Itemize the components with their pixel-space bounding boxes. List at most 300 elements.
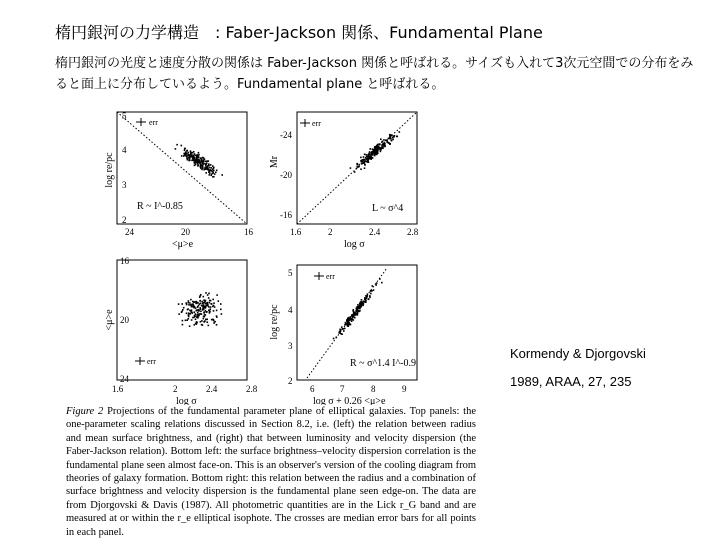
scatter-point	[202, 163, 204, 165]
xtick: 1.6	[290, 227, 302, 237]
scatter-point	[199, 300, 201, 302]
scatter-point	[362, 161, 364, 163]
scatter-point	[176, 144, 178, 146]
scatter-point	[197, 163, 199, 165]
scatter-point	[196, 309, 198, 311]
scatter-point	[200, 311, 202, 313]
scatter-point	[333, 338, 335, 340]
scatter-point	[200, 294, 202, 296]
scatter-point	[396, 136, 398, 138]
scatter-point	[198, 152, 200, 154]
scatter-point	[199, 303, 201, 305]
scatter-point	[184, 154, 186, 156]
scatter-point	[375, 154, 377, 156]
scatter-point	[192, 317, 194, 319]
scatter-point	[213, 168, 215, 170]
scatter-point	[359, 304, 361, 306]
scatter-point	[381, 141, 383, 143]
xtick: 24	[125, 227, 134, 237]
scatter-point	[181, 155, 183, 157]
scatter-point	[210, 164, 212, 166]
scatter-point	[189, 160, 191, 162]
scatter-point	[344, 328, 346, 330]
scatter-point	[361, 159, 363, 161]
legend-err: err	[312, 119, 321, 128]
scatter-point	[186, 304, 188, 306]
scatter-point	[374, 153, 376, 155]
x-axis-label: log σ	[344, 239, 365, 250]
caption-label: Figure 2	[66, 406, 104, 417]
scatter-point	[208, 172, 210, 174]
scatter-point	[372, 285, 374, 287]
scatter-point	[213, 305, 215, 307]
ytick: 20	[120, 315, 129, 325]
credit-reference: 1989, ARAA, 27, 235	[510, 374, 632, 389]
scatter-point	[203, 159, 205, 161]
scatter-point	[363, 301, 365, 303]
credit-authors: Kormendy & Djorgovski	[510, 346, 646, 361]
xtick: 20	[181, 227, 190, 237]
scatter-point	[208, 306, 210, 308]
scatter-point	[211, 167, 213, 169]
scatter-point	[204, 320, 206, 322]
scatter-point	[203, 305, 205, 307]
scatter-point	[185, 302, 187, 304]
scatter-point	[209, 170, 211, 172]
scatter-point	[192, 301, 194, 303]
scatter-point	[213, 302, 215, 304]
ytick: 3	[288, 341, 293, 351]
scatter-point	[197, 316, 199, 318]
scatter-point	[204, 163, 206, 165]
scatter-point	[199, 307, 201, 309]
scatter-point	[214, 306, 216, 308]
scatter-point	[210, 308, 212, 310]
xtick: 1.6	[112, 384, 124, 394]
scatter-point	[351, 320, 353, 322]
scatter-point	[357, 304, 359, 306]
scatter-point	[365, 300, 367, 302]
scatter-point	[188, 318, 190, 320]
scatter-point	[208, 165, 210, 167]
scatter-point	[191, 309, 193, 311]
xtick: 2.8	[246, 384, 258, 394]
scaling-annotation: R ~ σ^1.4 I^-0.9	[350, 358, 417, 369]
scatter-point	[392, 137, 394, 139]
scatter-point	[214, 173, 216, 175]
scatter-point	[207, 294, 209, 296]
scatter-point	[186, 157, 188, 159]
scatter-point	[205, 167, 207, 169]
scatter-point	[346, 320, 348, 322]
xtick: 2	[328, 227, 333, 237]
scatter-point	[182, 309, 184, 311]
scatter-point	[364, 164, 366, 166]
scatter-point	[188, 302, 190, 304]
scatter-point	[198, 154, 200, 156]
scatter-point	[343, 330, 345, 332]
ytick: 5	[288, 268, 293, 278]
scatter-point	[205, 165, 207, 167]
scatter-point	[383, 139, 385, 141]
scatter-point	[211, 319, 213, 321]
scatter-point	[369, 295, 371, 297]
scatter-point	[196, 302, 198, 304]
scatter-point	[213, 320, 215, 322]
scatter-point	[198, 160, 200, 162]
scatter-point	[353, 309, 355, 311]
scatter-point	[204, 316, 206, 318]
figure-caption	[66, 405, 476, 539]
scatter-point	[372, 148, 374, 150]
scatter-point	[205, 168, 207, 170]
scatter-point	[205, 319, 207, 321]
scatter-point	[216, 170, 218, 172]
scatter-point	[212, 176, 214, 178]
scatter-point	[207, 168, 209, 170]
x-axis-label: log σ	[176, 396, 197, 405]
scatter-point	[350, 324, 352, 326]
scatter-point	[204, 314, 206, 316]
scatter-point	[365, 301, 367, 303]
ytick: -20	[280, 170, 292, 180]
scatter-point	[350, 167, 352, 169]
ytick: -16	[280, 210, 292, 220]
scatter-point	[201, 159, 203, 161]
scatter-point	[194, 324, 196, 326]
xtick: 2.4	[369, 227, 381, 237]
scatter-point	[373, 289, 375, 291]
scatter-point	[200, 164, 202, 166]
scatter-point	[181, 303, 183, 305]
scatter-point	[360, 168, 362, 170]
scatter-point	[389, 134, 391, 136]
panel-top-right	[269, 112, 419, 250]
scatter-point	[181, 145, 183, 147]
scatter-point	[216, 294, 218, 296]
xtick: 9	[402, 384, 407, 394]
scatter-point	[201, 305, 203, 307]
scatter-point	[220, 309, 222, 311]
scatter-point	[184, 150, 186, 152]
error-cross-markers	[135, 118, 324, 365]
scatter-point	[209, 167, 211, 169]
scatter-point	[367, 157, 369, 159]
scatter-point	[203, 318, 205, 320]
y-axis-label: log re/pc	[104, 152, 115, 188]
scatter-point	[196, 314, 198, 316]
xtick: 2.4	[206, 384, 218, 394]
scatter-point	[212, 299, 214, 301]
scatter-point	[216, 315, 218, 317]
scatter-point	[198, 305, 200, 307]
xtick: 2.8	[407, 227, 419, 237]
scatter-point	[203, 308, 205, 310]
scatter-point	[184, 148, 186, 150]
scatter-point	[355, 314, 357, 316]
scatter-point	[361, 299, 363, 301]
scatter-point	[380, 149, 382, 151]
scatter-point	[201, 301, 203, 303]
scatter-point	[352, 319, 354, 321]
scatter-point	[393, 136, 395, 138]
scatter-point	[216, 310, 218, 312]
ytick: -24	[280, 130, 292, 140]
data-points	[178, 292, 222, 327]
xtick: 7	[340, 384, 345, 394]
xtick: 2	[173, 384, 178, 394]
scatter-point	[205, 303, 207, 305]
scatter-point	[190, 150, 192, 152]
scatter-point	[189, 310, 191, 312]
scatter-point	[205, 172, 207, 174]
scatter-point	[193, 155, 195, 157]
scatter-point	[206, 163, 208, 165]
scaling-annotation: R ~ I^-0.85	[137, 201, 183, 212]
scatter-point	[216, 324, 218, 326]
scatter-point	[384, 145, 386, 147]
xtick: 16	[244, 227, 253, 237]
scatter-point	[199, 296, 201, 298]
scatter-point	[208, 160, 210, 162]
scatter-point	[186, 155, 188, 157]
scatter-point	[220, 303, 222, 305]
scatter-point	[203, 296, 205, 298]
scatter-point	[208, 297, 210, 299]
scatter-point	[399, 131, 401, 133]
scatter-point	[195, 313, 197, 315]
ytick: 2	[288, 376, 293, 386]
scatter-point	[201, 320, 203, 322]
scatter-point	[380, 138, 382, 140]
scatter-point	[364, 167, 366, 169]
scatter-point	[391, 140, 393, 142]
scatter-point	[182, 320, 184, 322]
scatter-point	[207, 321, 209, 323]
scatter-point	[371, 157, 373, 159]
scatter-point	[364, 154, 366, 156]
scatter-point	[188, 316, 190, 318]
scatter-point	[210, 303, 212, 305]
scatter-point	[206, 311, 208, 313]
scatter-point	[197, 162, 199, 164]
scaling-annotation: L ~ σ^4	[372, 203, 404, 214]
scatter-point	[187, 308, 189, 310]
scatter-point	[367, 154, 369, 156]
scatter-point	[357, 312, 359, 314]
scatter-point	[221, 313, 223, 315]
scatter-point	[186, 319, 188, 321]
ytick: 24	[120, 374, 129, 384]
scatter-point	[206, 319, 208, 321]
scatter-point	[194, 311, 196, 313]
scatter-point	[208, 325, 210, 327]
scatter-point	[186, 313, 188, 315]
scatter-point	[382, 147, 384, 149]
scatter-point	[203, 312, 205, 314]
scatter-point	[368, 159, 370, 161]
scatter-point	[354, 317, 356, 319]
scatter-point	[341, 326, 343, 328]
scatter-point	[194, 165, 196, 167]
scatter-point	[190, 299, 192, 301]
slide-description: 楕円銀河の光度と速度分散の関係は Faber-Jackson 関係と呼ばれる。サイズも入れて3次元空間での分布をみると面上に分布しているよう。Fundamental plane と呼ばれる。	[55, 56, 694, 92]
scatter-point	[181, 311, 183, 313]
scatter-point	[202, 324, 204, 326]
scatter-point	[208, 293, 210, 295]
scatter-point	[175, 148, 177, 150]
legend-err: err	[326, 272, 335, 281]
scatter-point	[209, 302, 211, 304]
scatter-point	[210, 175, 212, 177]
scatter-figure	[60, 100, 440, 405]
scatter-point	[392, 139, 394, 141]
scatter-point	[188, 314, 190, 316]
scatter-point	[189, 157, 191, 159]
scatter-point	[339, 329, 341, 331]
scatter-point	[376, 152, 378, 154]
scatter-point	[194, 315, 196, 317]
scatter-point	[363, 156, 365, 158]
x-axis-label: <μ>e	[172, 239, 194, 250]
scatter-point	[360, 157, 362, 159]
scatter-point	[193, 307, 195, 309]
scatter-point	[187, 154, 189, 156]
scatter-point	[197, 312, 199, 314]
scatter-point	[200, 161, 202, 163]
scatter-point	[190, 311, 192, 313]
scatter-point	[196, 322, 198, 324]
scatter-point	[210, 300, 212, 302]
scatter-point	[369, 151, 371, 153]
caption-text: Projections of the fundamental parameter plane of elliptical galaxies. Top panels: the one-parameter scaling relations discussed in Section 8.2, i.e. (left) the relation between radius and mean surface brightness, and (right) that between luminosity and velocity dispersion (the Faber-Jackson relation). Bottom left: the surface brightness–velocity dispersion correlation is the fundamental plane seen almost face-on. This is an observer's version of the cooling diagram from theories of galaxy formation. Bottom right: this relation between the radius and a combination of surface brightness and velocity dispersion is the fundamental plane seen edge-on. The data are from Djorgovski & Davis (1987). All photometric quantities are in the Lick r_G band and are measured at or within the r_e elliptical isophote. The crosses are median error bars for all points in each panel.	[66, 406, 476, 538]
data-points	[333, 278, 383, 339]
ytick: 3	[122, 180, 127, 190]
legend-err: err	[149, 118, 158, 127]
scatter-point	[209, 311, 211, 313]
scatter-point	[185, 320, 187, 322]
scatter-point	[197, 156, 199, 158]
scatter-point	[202, 167, 204, 169]
scatter-point	[195, 318, 197, 320]
scatter-point	[182, 324, 184, 326]
scatter-point	[209, 174, 211, 176]
scatter-point	[377, 146, 379, 148]
scatter-point	[192, 159, 194, 161]
scatter-point	[193, 151, 195, 153]
scatter-point	[201, 313, 203, 315]
scatter-point	[210, 306, 212, 308]
scatter-point	[198, 313, 200, 315]
scatter-point	[379, 143, 381, 145]
scatter-point	[191, 305, 193, 307]
panel-bottom-left	[104, 256, 258, 405]
x-axis-label: log σ + 0.26 <μ>e	[313, 396, 386, 405]
scatter-point	[213, 310, 215, 312]
scatter-point	[188, 300, 190, 302]
scatter-point	[200, 321, 202, 323]
y-axis-label: log re/pc	[269, 304, 280, 340]
ytick: 4	[122, 145, 127, 155]
scatter-point	[183, 153, 185, 155]
scatter-point	[381, 282, 383, 284]
scatter-point	[359, 308, 361, 310]
scatter-point	[199, 163, 201, 165]
ytick: 2	[122, 215, 127, 225]
scatter-point	[204, 306, 206, 308]
scatter-point	[374, 155, 376, 157]
scatter-point	[204, 301, 206, 303]
scatter-point	[203, 161, 205, 163]
xtick: 8	[371, 384, 376, 394]
scatter-point	[188, 312, 190, 314]
data-points	[175, 144, 223, 178]
scatter-point	[366, 154, 368, 156]
scatter-point	[215, 172, 217, 174]
scatter-point	[189, 302, 191, 304]
scatter-point	[205, 161, 207, 163]
y-axis-label: Mr	[269, 155, 280, 169]
scatter-point	[384, 143, 386, 145]
scatter-point	[388, 142, 390, 144]
scatter-point	[195, 162, 197, 164]
scatter-point	[356, 310, 358, 312]
xtick: 6	[310, 384, 315, 394]
scatter-point	[368, 298, 370, 300]
scatter-point	[347, 317, 349, 319]
y-axis-label: <μ>e	[104, 309, 115, 331]
scatter-point	[347, 324, 349, 326]
scatter-point	[366, 161, 368, 163]
ytick: 4	[288, 305, 293, 315]
scatter-point	[205, 292, 207, 294]
scatter-point	[372, 150, 374, 152]
scatter-point	[212, 165, 214, 167]
scatter-point	[191, 155, 193, 157]
scatter-point	[198, 310, 200, 312]
scatter-point	[190, 153, 192, 155]
scatter-point	[375, 147, 377, 149]
scatter-point	[340, 333, 342, 335]
scatter-point	[218, 300, 220, 302]
ytick: 16	[120, 256, 129, 266]
panel-top-left	[104, 111, 254, 250]
scatter-point	[178, 313, 180, 315]
slide-title: 楕円銀河の力学構造 : Faber-Jackson 関係、Fundamental Plane	[55, 23, 543, 42]
scatter-point	[178, 303, 180, 305]
scatter-point	[191, 319, 193, 321]
scatter-point	[357, 314, 359, 316]
scatter-point	[202, 165, 204, 167]
scatter-point	[203, 306, 205, 308]
scatter-point	[194, 153, 196, 155]
scatter-point	[356, 163, 358, 165]
scatter-point	[198, 315, 200, 317]
scatter-point	[358, 164, 360, 166]
scatter-point	[190, 313, 192, 315]
legend-err: err	[147, 357, 156, 366]
scatter-point	[189, 325, 191, 327]
scatter-point	[203, 169, 205, 171]
scatter-point	[369, 148, 371, 150]
scatter-point	[214, 321, 216, 323]
scatter-point	[183, 307, 185, 309]
scatter-point	[192, 158, 194, 160]
scatter-point	[196, 157, 198, 159]
ytick: 5	[122, 111, 127, 121]
panel-bottom-right	[269, 265, 417, 405]
scatter-point	[370, 293, 372, 295]
